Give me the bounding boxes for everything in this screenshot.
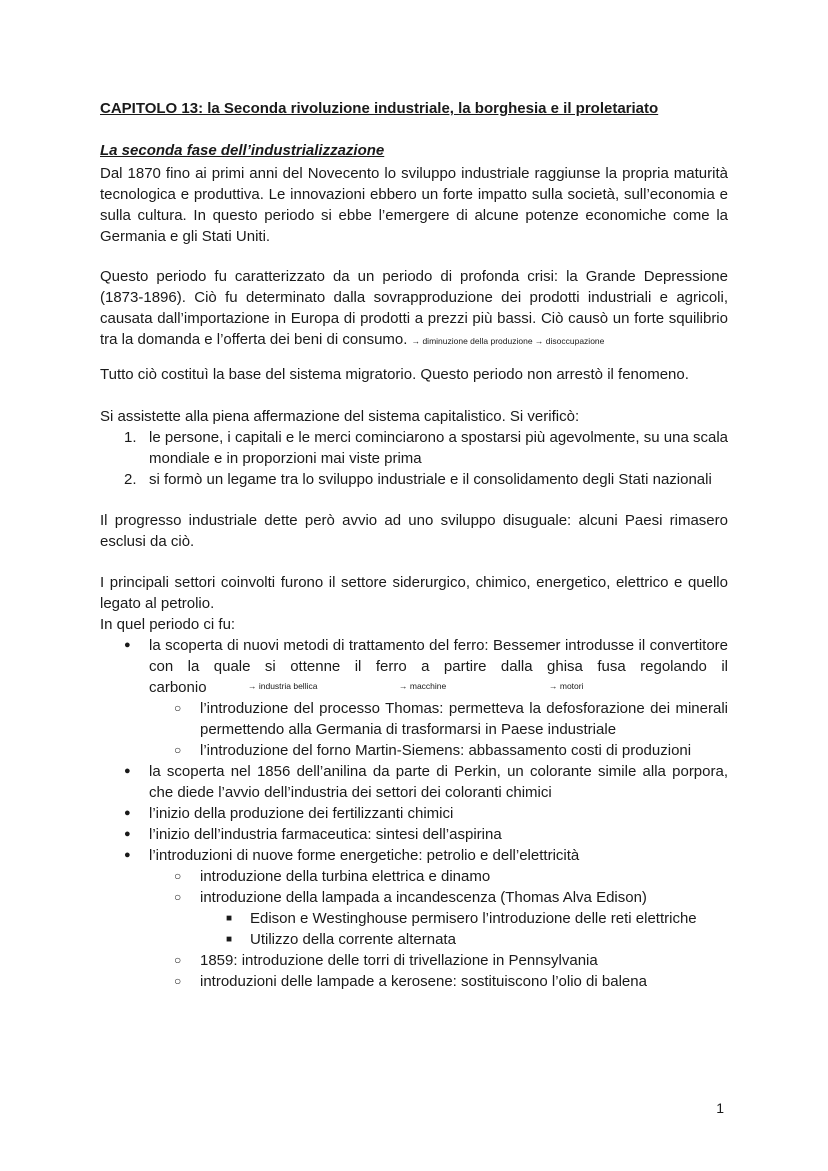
bullet-4-text: l’inizio dell’industria farmaceutica: sintesi dell’aspirina <box>149 826 502 843</box>
numbered-item-1: le persone, i capitali e le merci cominciarono a spostarsi più agevolmente, su una scala mondiale e in proporzioni mai viste prima <box>149 429 728 467</box>
bullet-5-sub-2-b: Utilizzo della corrente alternata <box>250 931 456 948</box>
bullet-1-sub-2: l’introduzione del forno Martin-Siemens: abbassamento costi di produzioni <box>200 742 692 759</box>
bullet-marker-5: ● <box>124 849 131 861</box>
paragraph-1: Dal 1870 fino ai primi anni del Novecento lo sviluppo industriale raggiunse la propria maturità tecnologica e produttiva. Le innovazioni ebbero un forte impatto sulla società, sull’economia e sulla cultura. In questo periodo si ebbe l’emergere di alcune potenze economiche come la Germania e gli Stati Uniti. <box>100 165 728 245</box>
bullet-marker-1: ● <box>124 639 131 651</box>
bullet-marker-3: ● <box>124 807 131 819</box>
bullet-1-text: la scoperta di nuovi metodi di trattamento del ferro: Bessemer introdusse il convertitore con la quale si ottenne il ferro a partire dalla ghisa fusa regolando il <box>149 637 728 675</box>
bullet-1-end: carbonio <box>149 679 207 696</box>
section-subtitle: La seconda fase dell’industrializzazione <box>100 142 385 159</box>
bullet-marker-4: ● <box>124 828 131 840</box>
circle-marker-4: ○ <box>174 890 182 904</box>
bullet-5-sub-4: introduzioni delle lampade a kerosene: sostituiscono l’olio di balena <box>200 973 647 990</box>
bullet-5-sub-2-a: Edison e Westinghouse permisero l’introduzione delle reti elettriche <box>250 910 697 927</box>
paragraph-2-note: → diminuzione della produzione → disoccupazione <box>411 336 605 346</box>
bullet-5-sub-2: introduzione della lampada a incandescenza (Thomas Alva Edison) <box>200 889 647 906</box>
numbered-item-2: si formò un legame tra lo sviluppo industriale e il consolidamento degli Stati nazionali <box>149 471 712 488</box>
paragraph-3: Tutto ciò costituì la base del sistema migratorio. Questo periodo non arrestò il fenomeno. <box>100 366 689 383</box>
bullet-1-note-1: → industria bellica <box>248 681 318 691</box>
bullet-5-sub-1: introduzione della turbina elettrica e dinamo <box>200 868 491 885</box>
paragraph-6: I principali settori coinvolti furono il settore siderurgico, chimico, energetico, elettrico e quello legato al petrolio. <box>100 574 728 612</box>
bullet-2-text: la scoperta nel 1856 dell’anilina da parte di Perkin, un colorante simile alla porpora, che diede l’avvio dell’industria dei settori dei coloranti chimici <box>149 763 728 801</box>
square-marker-2: ■ <box>226 934 233 945</box>
paragraph-2-text: Questo periodo fu caratterizzato da un periodo di profonda crisi: la Grande Depressione (1873-1896). Ciò fu determinato dalla sovrapproduzione dei prodotti industriali e agricoli, causata dall’importazione in Europa di prodotti a prezzi più bassi. Ciò causò un forte squilibrio tra la domanda e l’offerta dei beni di consumo. <box>100 268 728 348</box>
bullet-marker-2: ● <box>124 765 131 777</box>
bullet-1-sub-1: l’introduzione del processo Thomas: permetteva la defosforazione dei minerali permettendo alla Germania di trasformarsi in Paese industriale <box>200 700 728 738</box>
circle-marker-3: ○ <box>174 869 182 883</box>
bullet-5-sub-3: 1859: introduzione delle torri di trivellazione in Pennsylvania <box>200 952 598 969</box>
chapter-title: CAPITOLO 13: la Seconda rivoluzione industriale, la borghesia e il proletariato <box>100 100 659 117</box>
paragraph-5: Il progresso industriale dette però avvio ad uno sviluppo disuguale: alcuni Paesi rimasero esclusi da ciò. <box>100 512 728 550</box>
paragraph-2 <box>100 266 728 352</box>
bullet-1-note-2: → macchine <box>399 681 447 691</box>
paragraph-4: Si assistette alla piena affermazione del sistema capitalistico. Si verificò: <box>100 408 580 425</box>
bullet-3-text: l’inizio della produzione dei fertilizzanti chimici <box>149 805 454 822</box>
circle-marker-5: ○ <box>174 953 182 967</box>
square-marker-1: ■ <box>226 913 233 924</box>
bullet-1-note-3: → motori <box>549 681 584 691</box>
circle-marker-1: ○ <box>174 701 182 715</box>
paragraph-7: In quel periodo ci fu: <box>100 616 236 633</box>
numbered-marker-1: 1. <box>124 429 137 446</box>
bullet-5-text: l’introduzioni di nuove forme energetiche: petrolio e dell’elettricità <box>149 847 580 864</box>
circle-marker-2: ○ <box>174 743 182 757</box>
circle-marker-6: ○ <box>174 974 182 988</box>
numbered-marker-2: 2. <box>124 471 137 488</box>
page-number: 1 <box>716 1100 724 1116</box>
